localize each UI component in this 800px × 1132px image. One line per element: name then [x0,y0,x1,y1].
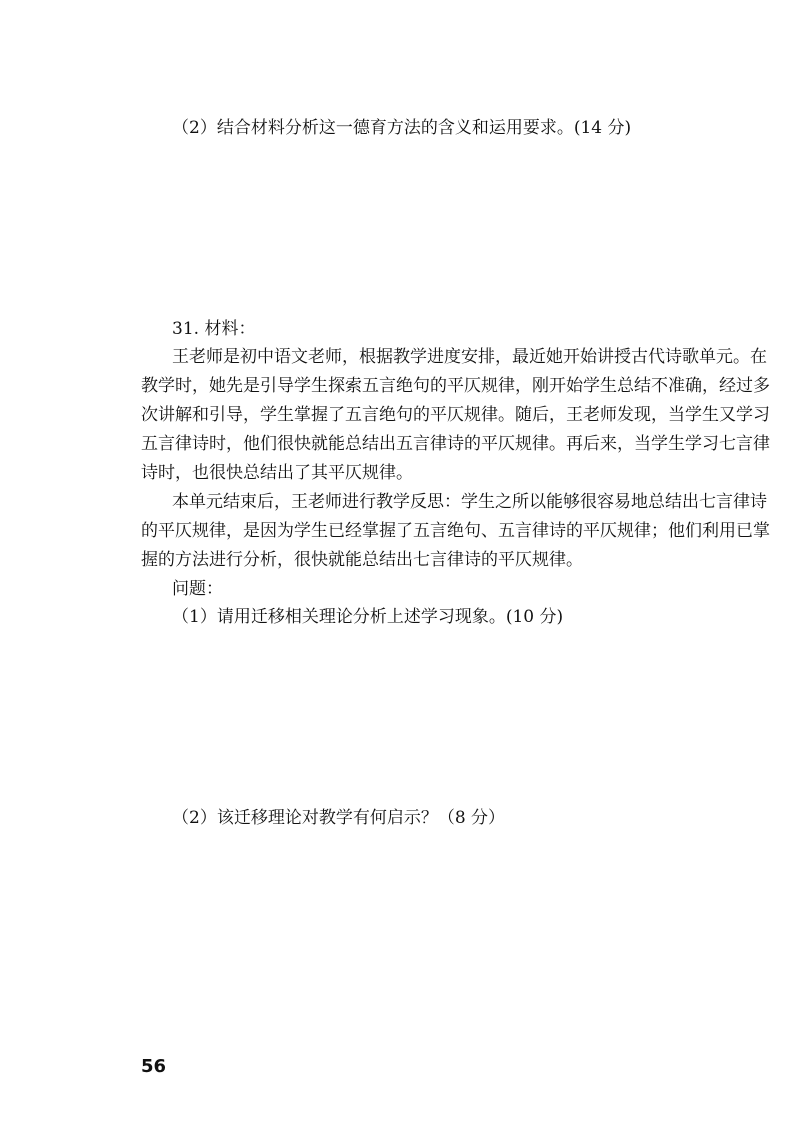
questions-label: 问题： [172,579,223,599]
material-para2-line3: 握的方法进行分析，很快就能总结出七言律诗的平仄规律。 [141,550,583,570]
material-para1-line4: 五言律诗时，他们很快就能总结出五言律诗的平仄规律。再后来，当学生学习七言律 [141,434,770,454]
material-para1-line1: 王老师是初中语文老师，根据教学进度安排，最近她开始讲授古代诗歌单元。在 [172,347,767,367]
material-para2-line1: 本单元结束后，王老师进行教学反思：学生之所以能够很容易地总结出七言律诗 [172,492,767,512]
question-31-1: （1）请用迁移相关理论分析上述学习现象。(10 分) [172,607,564,627]
page-number: 56 [141,1056,167,1077]
question-31-2: （2）该迁移理论对教学有何启示？（8 分） [172,808,506,828]
prev-question-2: （2）结合材料分析这一德育方法的含义和运用要求。(14 分) [172,118,632,138]
material-para1-line3: 次讲解和引导，学生掌握了五言绝句的平仄规律。随后，王老师发现，当学生又学习 [141,405,770,425]
material-para1-line5: 诗时，也很快总结出了其平仄规律。 [141,463,413,483]
material-para2-line2: 的平仄规律，是因为学生已经掌握了五言绝句、五言律诗的平仄规律；他们利用已掌 [141,521,770,541]
material-para1-line2: 教学时，她先是引导学生探索五言绝句的平仄规律，刚开始学生总结不准确，经过多 [141,376,770,396]
question-31-heading: 31. 材料： [172,319,256,339]
